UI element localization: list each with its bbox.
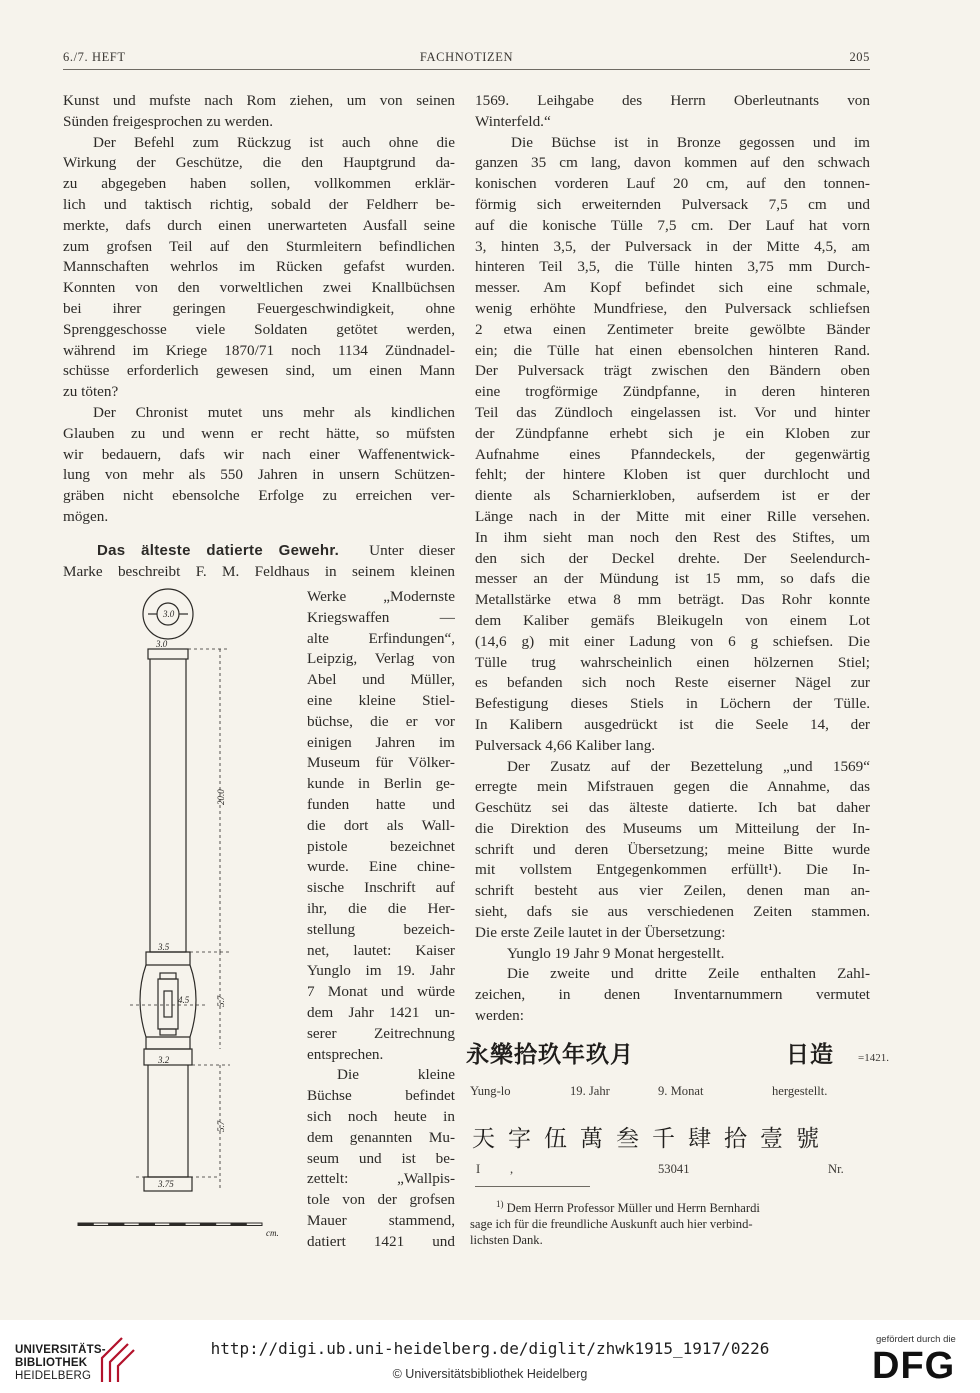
dim-label: 4.5 — [178, 995, 190, 1005]
text-line: Kunst und mufste nach Rom ziehen, um von seinen — [63, 92, 455, 109]
text-line: Museum für Völker- — [307, 754, 455, 772]
dim-label: 3.75 — [158, 1179, 174, 1189]
text-line: es befanden sich noch Reste eiserner Nägel zur — [475, 674, 870, 692]
text-line: Abel und Müller, — [307, 671, 455, 689]
text-line: dem Jahr 1421 un- — [307, 1003, 455, 1021]
footnote-mark: 1) — [496, 1199, 504, 1209]
text-line: ein; die Tülle hat einen ebensolchen hinteren Rand. — [475, 341, 870, 359]
text-line: Kriegswaffen — — [307, 608, 455, 626]
footnote-line: sage ich für die freundliche Auskunft auch hier verbind- — [470, 1217, 753, 1232]
footnote-line-1: $^{1)}$ Dem Herrn Professor Müller und Herrn Bernhardi — [496, 1199, 760, 1216]
gun-drawing-figure — [70, 587, 295, 1252]
text-line: messer. Am Kopf befindet sich eine schmale, — [475, 279, 870, 297]
text-line: einigen Jahren im — [307, 733, 455, 751]
text-line: pistole bezeichnet — [307, 837, 455, 855]
text-line: schrift und deren Übersetzung; meine Bitte wurde — [475, 840, 870, 858]
text-line: Mannschaften wehrlos im Rücken gefafst wurden. — [63, 258, 455, 276]
text-line: werden: — [475, 1007, 524, 1025]
inscription-row-1 — [466, 1036, 906, 1102]
running-head — [63, 50, 870, 68]
text-line: Der Chronist mutet uns mehr als kindlichen — [93, 403, 455, 421]
left-column — [63, 91, 455, 582]
text-line: Yunglo 19 Jahr 9 Monat hergestellt. — [507, 944, 725, 962]
inscription-row-2 — [466, 1120, 906, 1180]
inscription-label: 53041 — [658, 1162, 690, 1176]
text-line: stellung bezeich- — [307, 920, 455, 938]
text-line: zu töten? — [63, 383, 119, 401]
text-line: Der Pulversack trägt zwischen den Bändern oben — [475, 362, 870, 380]
text-line: während im Kriege 1870/71 noch 1134 Zündnadel- — [63, 341, 455, 359]
inscription-glyphs: 日造 — [786, 1042, 834, 1067]
text-line: Yunglo im 19. Jahr — [307, 962, 455, 980]
text-line: die dort als Wall- — [307, 816, 455, 834]
footnote-rule — [475, 1186, 590, 1187]
inscription-glyphs: 天字伍萬叁千肆拾壹號 — [472, 1126, 832, 1151]
text-line: bei ihrer geringen Feuergeschwindigkeit, ohne — [63, 299, 455, 317]
text-line: zettelt: „Wallpis- — [307, 1170, 455, 1188]
text-line: Winterfeld.“ — [475, 112, 551, 130]
text-line: Die kleine — [337, 1066, 455, 1084]
text-line: datiert 1421 und — [307, 1232, 455, 1250]
footnote — [470, 1196, 865, 1248]
text-line: Die zweite und dritte Zeile enthalten Zahl- — [507, 965, 870, 983]
text-line: Die Büchse ist in Bronze gegossen und im — [511, 133, 870, 151]
dim-label: 3.0 — [156, 639, 168, 649]
text-line: Sprenggeschosse viele Soldaten getötet werden, — [63, 320, 455, 338]
page-url-link[interactable]: http://digi.ub.uni-heidelberg.de/diglit/zhwk1915_1917/0226 — [210, 1339, 770, 1358]
text-line: Tülle trug wahrscheinlich einen hölzernen Stiel; — [475, 653, 870, 671]
text-line: Metallstärke etwa 8 mm beträgt. Das Rohr konnte — [475, 591, 870, 609]
inscription-equals: =1421. — [858, 1052, 889, 1064]
dfg-logo: DFG — [872, 1345, 956, 1387]
text-line: Die erste Zeile lautet in der Übersetzung: — [475, 923, 726, 941]
dim-label: 3.5 — [158, 942, 170, 952]
digitization-footer — [0, 1320, 980, 1393]
text-line: messer an der Mündung ist 15 mm, so dafs die — [475, 570, 870, 588]
text-line: funden hatte und — [307, 795, 455, 813]
text-line: zu abgegeben haben sollen, vollkommen erklär- — [63, 175, 455, 193]
text-line: sieht, dafs sie aus verschiedenen Zeiten stammen. — [475, 903, 870, 921]
text-line: lich und taktisch richtig, sobald der Feldherr be- — [63, 195, 455, 213]
text-line: sich noch heute in — [307, 1107, 455, 1125]
running-head-issue: 6./7. HEFT — [63, 50, 126, 64]
text-line: Büchse befindet — [307, 1087, 455, 1105]
text-line: Sünden freigesprochen zu werden. — [63, 112, 274, 130]
text-line: sische Inschrift auf — [307, 879, 455, 897]
right-column — [475, 91, 870, 1027]
text-line: merkte, dafs durch einen unerwarteten Ausfall seine — [63, 216, 455, 234]
text-line: dem genannten Mu- — [307, 1128, 455, 1146]
text-line: eine kleine Stiel- — [307, 691, 455, 709]
section-heading-line: Das älteste datierte Gewehr. Unter dieser — [97, 541, 455, 559]
text-line: Aufnahme eines Pfanndeckels, der gegenwärtig — [475, 445, 870, 463]
text-line: wir bedauern, dafs wir nach einer Waffenentwick- — [63, 445, 455, 463]
text-line: Werke „Modernste — [307, 588, 455, 605]
text-line: wenig erhöhte Mundfriese, den Pulversack schliefsen — [475, 299, 870, 317]
dim-label: 20.0 — [216, 789, 226, 805]
text-line: förmig sich erweiternden Pulversack 7,5 cm und — [475, 195, 870, 213]
library-name: UNIVERSITÄTS- BIBLIOTHEK HEIDELBERG — [15, 1344, 106, 1382]
inscription-label: hergestellt. — [772, 1084, 828, 1098]
text-line: alte Erfindungen“, — [307, 629, 455, 647]
text-line: auf die konische Tülle 7,5 cm. Der Lauf hat vorn — [475, 216, 870, 234]
text-line: serer Zeitrechnung — [307, 1024, 455, 1042]
copyright-text: © Universitätsbibliothek Heidelberg — [392, 1367, 588, 1381]
text-line: entsprechen. — [307, 1045, 384, 1063]
inscription-label: I — [476, 1162, 481, 1176]
text-line: tole von der grofsen — [307, 1191, 455, 1209]
text-line: der Zündpfanne erhebt sich je ein Kloben zur — [475, 424, 870, 442]
text-line: Glauben zu und wenn er recht hätte, so müfsten — [63, 424, 455, 442]
text-line: Der Befehl zum Rückzug ist auch ohne die — [93, 133, 455, 151]
text-line: 2 etwa einen Zentimeter breite gewölbte Bänder — [475, 320, 870, 338]
text-line: Länge nach in der Mitte mit einer Rille versehen. — [475, 507, 870, 525]
text-line: wurde. Eine chine- — [307, 858, 455, 876]
text-line: fehlt; der hintere Kloben ist quer durchlocht und — [475, 466, 870, 484]
inscription-label: 19. Jahr — [570, 1084, 610, 1098]
text-line: dem Kaliber gemäfs Bleikugeln von einem Lot — [475, 611, 870, 629]
text-line: kunde in Berlin ge- — [307, 775, 455, 793]
text-line: ganzen 35 cm lang, davon kommen auf den schwach — [475, 154, 870, 172]
text-line: In Kalibern ausgedrückt ist die Seele 14, der — [475, 715, 870, 733]
text-line: net, lautet: Kaiser — [307, 941, 455, 959]
text-line: mögen. — [63, 507, 109, 525]
text-line: Geschütz sei das älteste datierte. Ich bat daher — [475, 799, 870, 817]
text-line: (14,6 g) mit einer Ladung von 6 g schiefsen. Die — [475, 632, 870, 650]
text-line: hinteren Teil 3,5, die Tülle hinten 3,75 mm Durch- — [475, 258, 870, 276]
text-line: zeichen, in denen Inventarnummern vermutet — [475, 986, 870, 1004]
stamp-label: 3.0 — [163, 609, 175, 619]
header-rule — [63, 69, 870, 70]
text-line: Teil das Zündloch eingelassen ist. Vor und hinter — [475, 403, 870, 421]
text-line: Mauer stammend, — [307, 1211, 455, 1229]
text-line: 1569. Leihgabe des Herrn Oberleutnants von — [475, 92, 870, 109]
inscription-label: 9. Monat — [658, 1084, 704, 1098]
text-line: die Direktion des Museums um Mitteilung der In- — [475, 819, 870, 837]
text-line: zum grofsen Teil auf den Sturmleitern befindlichen — [63, 237, 455, 255]
text-line: konischen vorderen Lauf 20 cm, auf den tonnen- — [475, 175, 870, 193]
dim-label: 3.2 — [158, 1055, 170, 1065]
text-line: eine trogförmige Zündpfanne, in deren hinteren — [475, 383, 870, 401]
text-line: 3, hinten 3,5, der Pulversack in der Mitte 4,5, am — [475, 237, 870, 255]
text-line: ihr, die die Her- — [307, 899, 455, 917]
text-line: Wirkung der Geschütze, die den Hauptgrund da- — [63, 154, 455, 172]
text-line: Der Zusatz auf der Bezettelung „und 1569“ — [507, 757, 870, 775]
text-line: lung von mehr als 550 Jahren in unsern Schützen- — [63, 466, 455, 484]
footnote-line: lichsten Dank. — [470, 1233, 543, 1248]
inscription-label: Yung-lo — [470, 1084, 511, 1098]
inscription-glyphs: 永樂拾玖年玖月 — [466, 1042, 634, 1067]
text-line: schüsse erforderlich gewesen sind, um einen Mann — [63, 362, 455, 380]
dim-label: 5.7 — [216, 1120, 226, 1132]
text-line: diente als Scharnierkloben, aufserdem ist er der — [475, 487, 870, 505]
page-number: 205 — [849, 50, 870, 64]
text-line: Pulversack 4,66 Kaliber lang. — [475, 736, 656, 754]
text-line: mit vollstem Entgegenkommen erfüllt¹). Die In- — [475, 861, 870, 879]
scale-unit-label: cm. — [266, 1228, 279, 1238]
funding-note: gefördert durch die — [876, 1334, 956, 1345]
text-line: seum und ist be- — [307, 1149, 455, 1167]
running-head-section: FACHNOTIZEN — [419, 50, 514, 64]
text-line: gräben nicht ebensolche Erfolge zu erreichen ver- — [63, 487, 455, 505]
text-line: büchse, die er vor — [307, 712, 455, 730]
inscription-label: , — [510, 1162, 514, 1176]
text-line: Marke beschreibt F. M. Feldhaus in seinem kleinen — [63, 562, 455, 580]
inscription-label: Nr. — [828, 1162, 844, 1176]
dim-label: 5.7 — [216, 995, 226, 1007]
section-heading: Das älteste datierte Gewehr. — [97, 541, 340, 559]
text-line: Konnten von den vorweltlichen zwei Knallbüchsen — [63, 279, 455, 297]
text-line: schrift besteht aus vier Zeilen, denen man an- — [475, 882, 870, 900]
figure-wrap-text — [307, 587, 455, 1253]
text-line: Befestigung dieses Stiels in Löchern der Tülle. — [475, 695, 870, 713]
text-line: erregte mein Mifstrauen gegen die Annahme, das — [475, 778, 870, 796]
text-line: In ihm sieht man noch den Rest des Stiftes, um — [475, 528, 870, 546]
text-line: Leipzig, Verlag von — [307, 650, 455, 668]
text-line: den sich der Deckel drehte. Der Seelendurch- — [475, 549, 870, 567]
text-line: 7 Monat und würde — [307, 983, 455, 1001]
